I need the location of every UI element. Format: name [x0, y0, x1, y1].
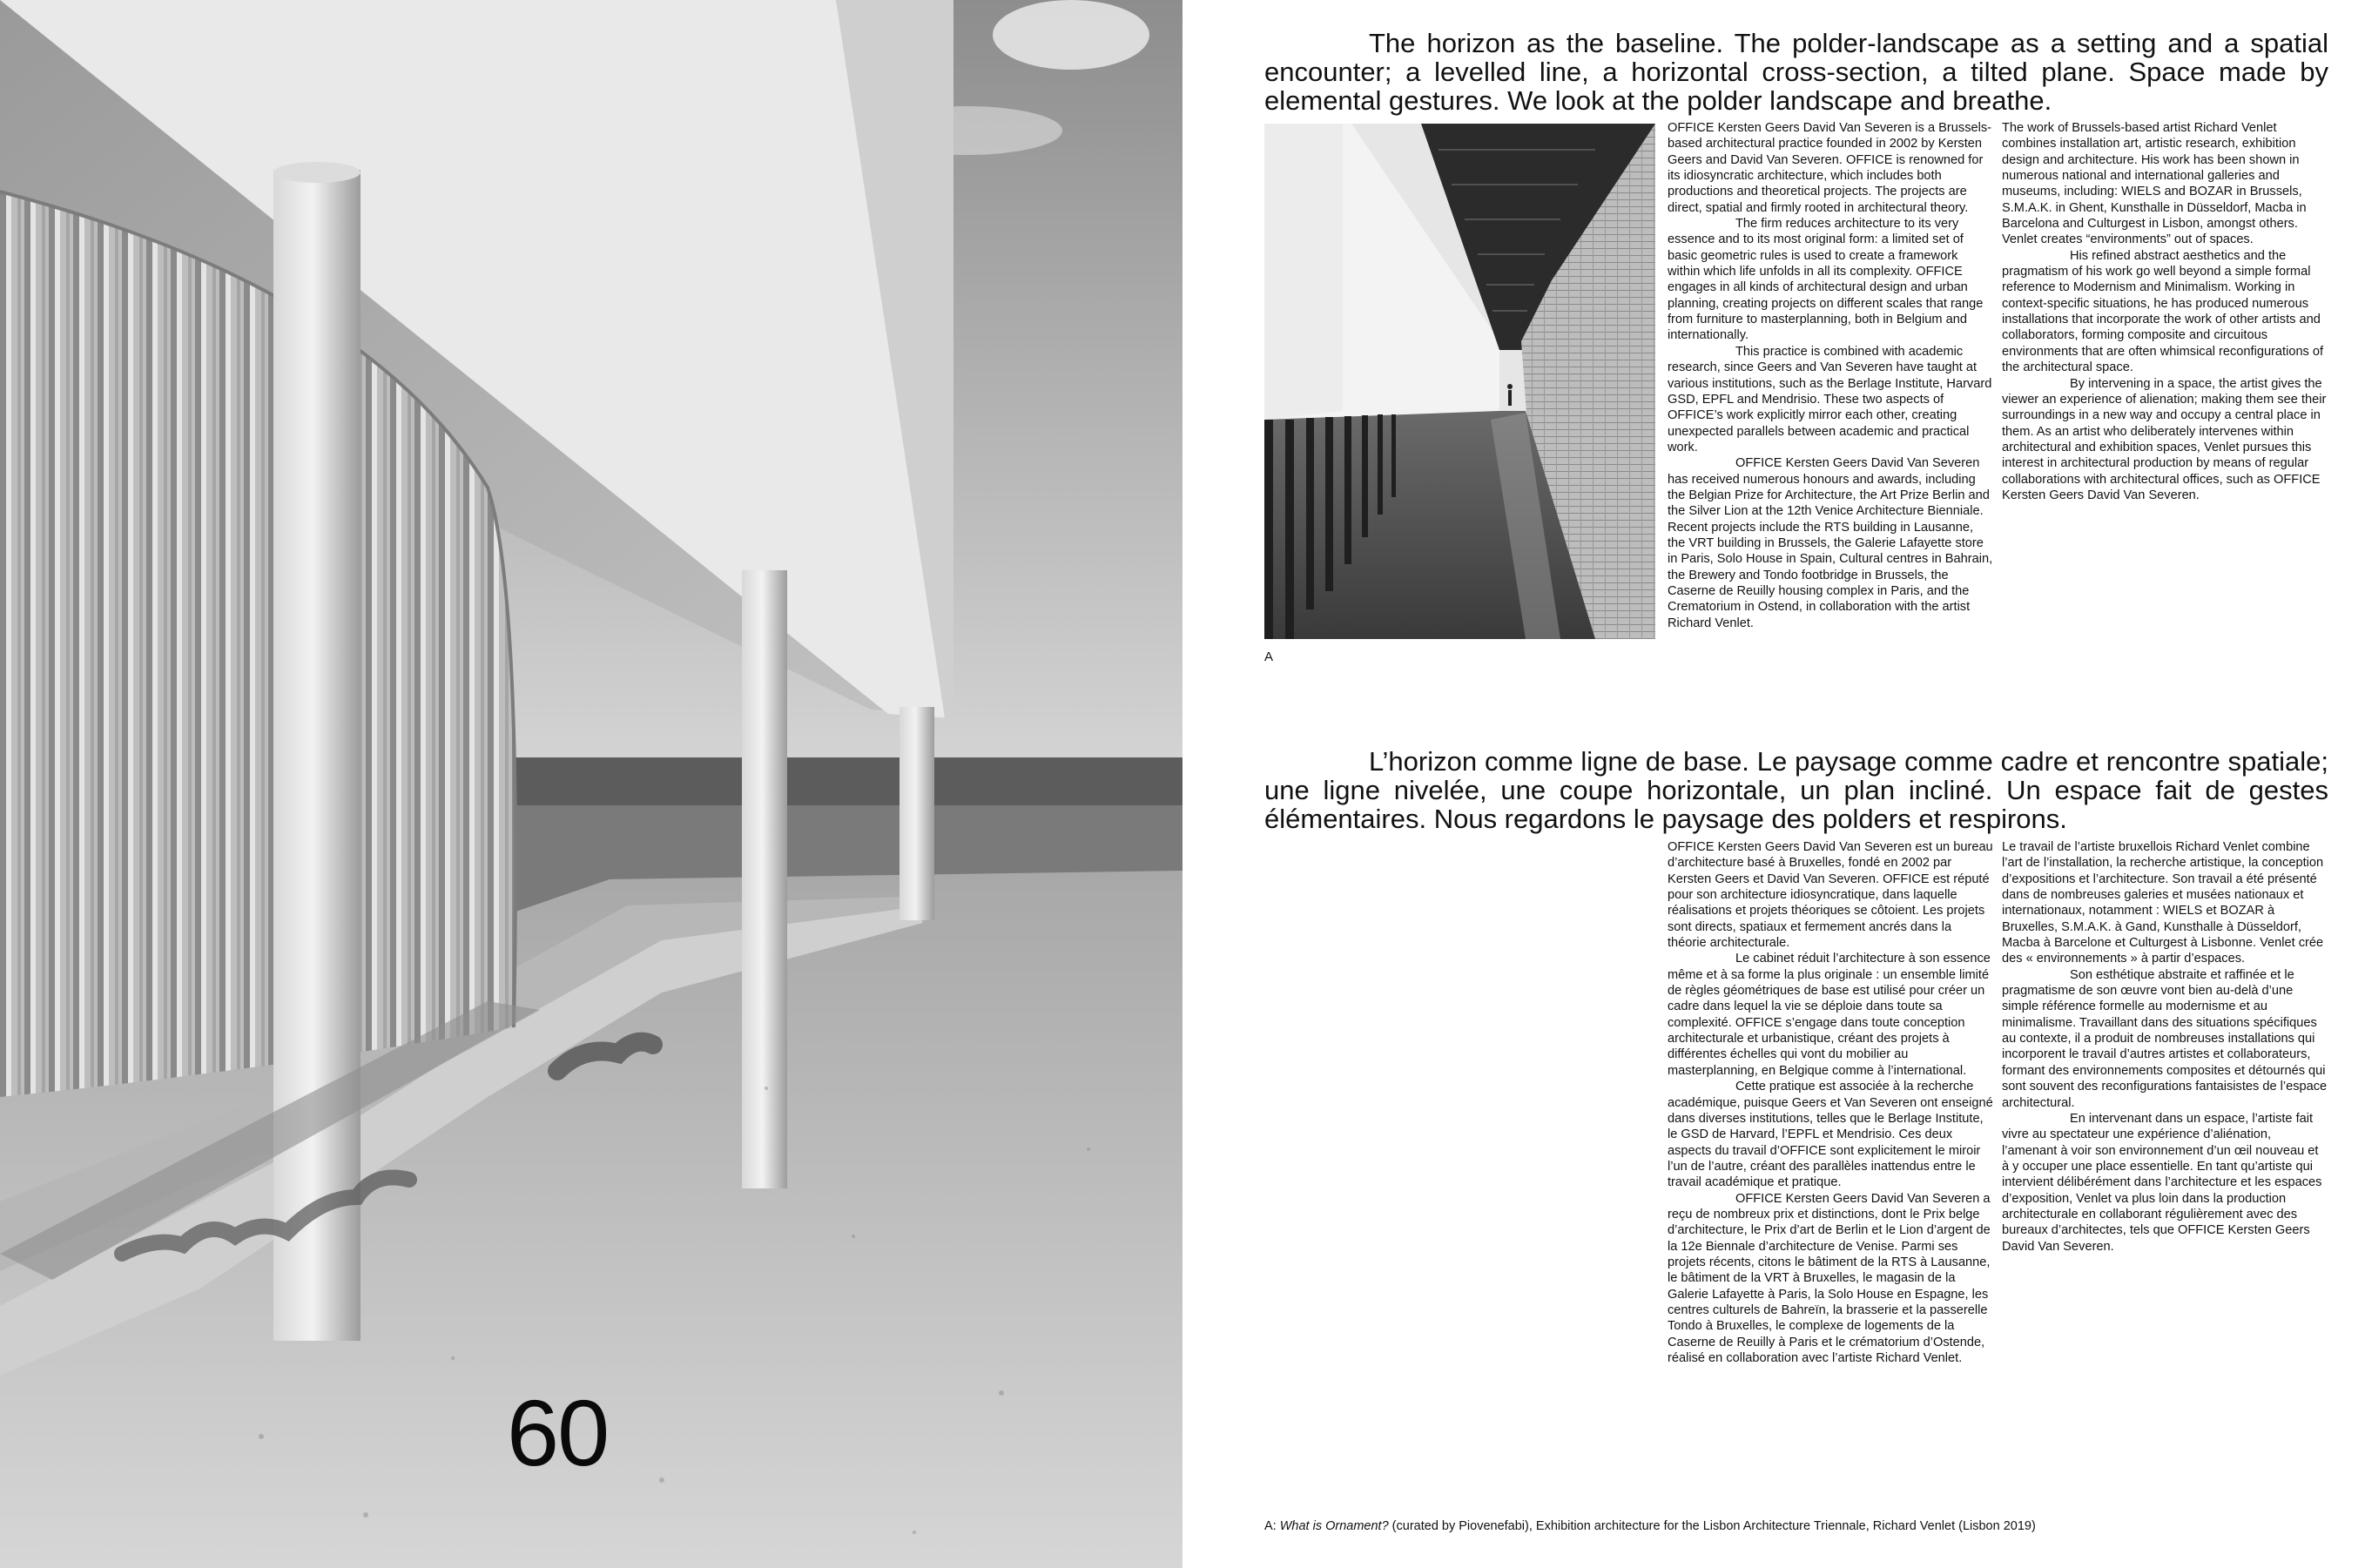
caption-title: What is Ornament? [1279, 1519, 1389, 1533]
paragraph: En intervenant dans un espace, l’artiste fait vivre au spectateur une expérience d’aliénation, l’amenant à voir son environnement d’un œil nouveau et à y occuper une place essentielle. En tant qu’artiste qui intervient délibérément dans l’architecture et les espaces d’exposition, Venlet va plus loin dans la production architecturale en collaborant régulièrement avec des bureaux d’architectes, tels que OFFICE Kersten Geers David Van Severen. [2002, 1111, 2322, 1254]
paragraph: OFFICE Kersten Geers David Van Severen has received numerous honours and awards, including the Belgian Prize for Architecture, the Art Prize Berlin and the Silver Lion at the 12th Venice Architecture Bienniale. Recent projects include the RTS building in Lausanne, the VRT building in Brussels, the Galerie Lafayette store in Paris, Solo House in Spain, Cultural centres in Bahrain, the Brewery and Tondo footbridge in Brussels, the Caserne de Reuilly housing complex in Paris, and the Crematorium in Ostend, in collaboration with the artist Richard Venlet. [1668, 456, 1993, 630]
pavilion-photograph [0, 0, 1182, 1568]
paragraph: OFFICE Kersten Geers David Van Severen a reçu de nombreux prix et distinctions, dont le Prix belge d’architecture, le Prix d’art de Berlin et le Lion d’argent de la 12e Biennale d’architecture de Venise. Parmi ses projets récents, citons le bâtiment de la RTS à Lausanne, le bâtiment de la VRT à Bruxelles, le magasin de la Galerie Lafayette à Paris, la Solo House en Espagne, les centres culturels de Bahreïn, la brasserie et la passerelle Tondo à Bruxelles, le complexe de logements de la Caserne de Reuilly à Paris et le crématorium d’Ostende, réalisé en collaboration avec l’artiste Richard Venlet. [1668, 1191, 1991, 1365]
text-column-venlet-fr [2002, 839, 2328, 1255]
intro-english: The horizon as the baseline. The polder-landscape as a setting and a spatial encounter; a levelled line, a horizontal cross-section, a tilted plane. Space made by elemental gestures. We look at the polder landscape and breathe. [1264, 28, 2328, 116]
text-column-office-en [1668, 120, 1993, 631]
exhibition-corridor-photo [1264, 124, 1655, 639]
paragraph: Le travail de l’artiste bruxellois Richard Venlet combine l’art de l’installation, la recherche artistique, la conception d’expositions et l’architecture. Son travail a été présenté dans de nombreuses galeries et musées nationaux et internationaux, notamment : WIELS et BOZAR à Bruxelles, S.M.A.K. à Gand, Kunsthalle à Düsseldorf, Macba à Barcelone et Culturgest à Lisbonne. Venlet crée des « environnements » à partir d’espaces. [2002, 840, 2324, 966]
text-column-office-fr [1668, 839, 1993, 1366]
page-number: 60 [507, 1380, 609, 1485]
paragraph: His refined abstract aesthetics and the pragmatism of his work go well beyond a simple formal reference to Modernism and Minimalism. Working in context-specific situations, he has produced numerous installations that incorporate the work of other artists and collaborators, forming composite and circuitous environments that are often whimsical reconfigurations of the architectural space. [2002, 248, 2324, 375]
paragraph: By intervening in a space, the artist gives the viewer an experience of alienation; making them see their surroundings in a new way and occupy a central place in them. As an artist who deliberately intervenes within architectural and exhibition spaces, Venlet pursues this interest in architectural production by means of regular collaborations with architectural offices, such as OFFICE Kersten Geers David Van Severen. [2002, 376, 2327, 502]
photo-caption: A: What is Ornament? (curated by Piovenefabi), Exhibition architecture for the Lisbon Architecture Triennale, Richard Venlet (Lisbon 2019) [1264, 1519, 2036, 1533]
paragraph: This practice is combined with academic research, since Geers and Van Severen have taught at various institutions, such as the Berlage Institute, Harvard GSD, EPFL and Mendrisio. These two aspects of OFFICE’s work explicitly mirror each other, creating unexpected parallels between academic and practical work. [1668, 344, 1992, 454]
intro-french: L’horizon comme ligne de base. Le paysage comme cadre et rencontre spatiale; une ligne nivelée, une coupe horizontale, un plan incliné. Un espace fait de gestes élémentaires. Nous regardons le paysage des polders et respirons. [1264, 746, 2328, 834]
paragraph: The work of Brussels-based artist Richard Venlet combines installation art, artistic research, exhibition design and architecture. His work has been shown in numerous national and international galleries and museums, including: WIELS and BOZAR in Brussels, S.M.A.K. in Ghent, Kunsthalle in Düsseldorf, Macba in Barcelona and Culturgest in Lisbon, amongst others. Venlet creates “environments” out of spaces. [2002, 121, 2307, 247]
paragraph: Son esthétique abstraite et raffinée et le pragmatisme de son œuvre vont bien au-delà d’une simple référence formelle au modernisme et au minimalisme. Travaillant dans des situations spécifiques au contexte, il a produit de nombreuses installations qui incorporent le travail d’autres artistes et collaborateurs, formant des environnements composites et détournés qui sont souvent des reconfigurations fantaisistes de l’espace architectural. [2002, 967, 2328, 1110]
paragraph: The firm reduces architecture to its very essence and to its most original form: a limited set of basic geometric rules is used to create a framework within which life unfolds in all its complexity. OFFICE engages in all kinds of architectural design and urban planning, creating projects on different scales that range from furniture to masterplanning, both in Belgium and internationally. [1668, 217, 1984, 343]
paragraph: Le cabinet réduit l’architecture à son essence même et à sa forme la plus originale : un ensemble limité de règles géométriques de base est utilisé pour créer un cadre dans lequel la vie se déploie dans toute sa complexité. OFFICE s’engage dans toute conception architecturale et urbanistique, créant des projets à différentes échelles qui vont du mobilier au masterplanning, en Belgique comme à l’international. [1668, 952, 1991, 1078]
paragraph: OFFICE Kersten Geers David Van Severen est un bureau d’architecture basé à Bruxelles, fondé en 2002 par Kersten Geers et David Van Severen. OFFICE est réputé pour son architecture idiosyncratique, dans laquelle réalisations et projets théoriques se côtoient. Les projets sont directs, spatiaux et fermement ancrés dans la théorie architecturale. [1668, 840, 1993, 951]
text-column-venlet-en [2002, 120, 2328, 503]
paragraph: Cette pratique est associée à la recherche académique, puisque Geers et Van Severen ont enseigné dans diverses institutions, telles que le Berlage Institute, le GSD de Harvard, l’EPFL et Mendrisio. Ces deux aspects du travail d’OFFICE sont explicitement le miroir l’un de l’autre, créant des parallèles inattendus entre le travail académique et pratique. [1668, 1080, 1993, 1190]
photo-label: A [1264, 649, 1274, 664]
paragraph: OFFICE Kersten Geers David Van Severen is a Brussels-based architectural practice founded in 2002 by Kersten Geers and David Van Severen. OFFICE is renowned for its idiosyncratic architecture, which includes both productions and theoretical projects. The projects are direct, spatial and firmly rooted in architectural theory. [1668, 121, 1992, 215]
